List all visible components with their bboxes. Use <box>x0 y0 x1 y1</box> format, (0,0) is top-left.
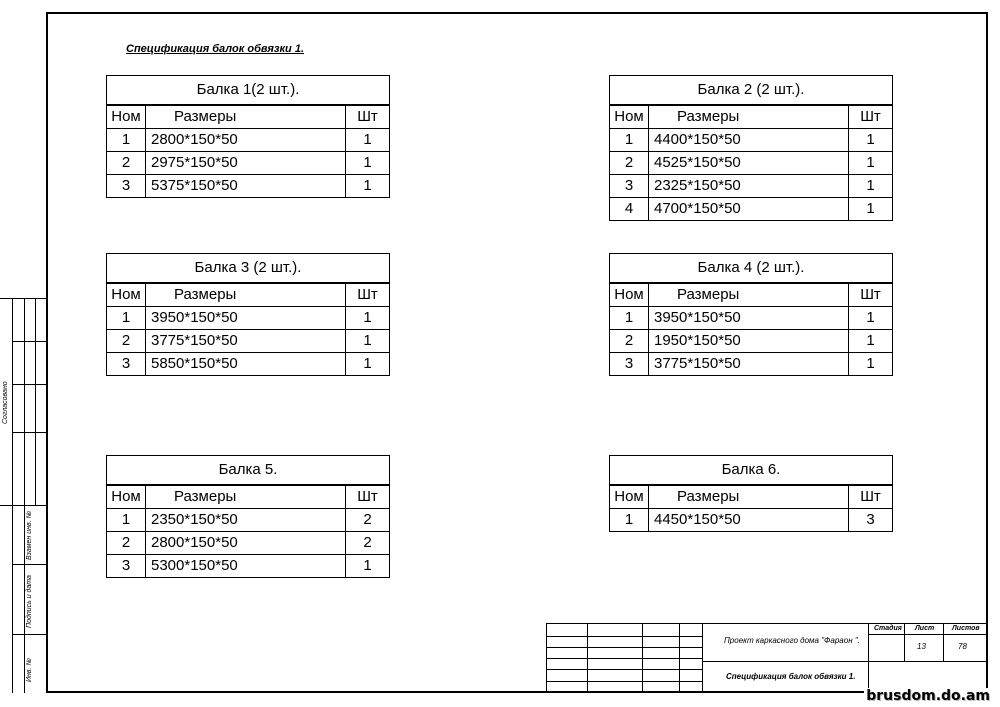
beam-spec-table <box>609 455 893 532</box>
row-number: 3 <box>107 175 146 198</box>
header-num: Ном <box>610 283 649 307</box>
row-size: 2975*150*50 <box>146 152 346 175</box>
table-row <box>107 532 390 555</box>
row-size: 2800*150*50 <box>146 129 346 152</box>
row-number: 2 <box>107 330 146 353</box>
row-number: 1 <box>610 307 649 330</box>
row-size: 5375*150*50 <box>146 175 346 198</box>
title-block <box>546 623 988 693</box>
row-number: 2 <box>610 330 649 353</box>
signature-date-label: Подпись и дата <box>26 575 33 628</box>
table-title: Балка 3 (2 шт.). <box>107 254 390 284</box>
row-size: 2350*150*50 <box>146 509 346 532</box>
row-quantity: 1 <box>346 307 390 330</box>
sheet-label: Лист <box>915 625 935 632</box>
row-size: 4400*150*50 <box>649 129 849 152</box>
table-title: Балка 5. <box>107 456 390 486</box>
row-quantity: 1 <box>849 330 893 353</box>
header-size: Размеры <box>146 485 346 509</box>
row-size: 5850*150*50 <box>146 353 346 376</box>
row-size: 3775*150*50 <box>649 353 849 376</box>
header-qty: Шт <box>849 105 893 129</box>
row-quantity: 1 <box>849 353 893 376</box>
table-row <box>610 509 893 532</box>
header-qty: Шт <box>346 485 390 509</box>
table-header-row <box>107 105 390 129</box>
row-quantity: 1 <box>346 555 390 578</box>
row-quantity: 3 <box>849 509 893 532</box>
row-size: 4700*150*50 <box>649 198 849 221</box>
row-number: 1 <box>107 307 146 330</box>
sheets-label: Листов <box>952 625 980 632</box>
sheet-number: 13 <box>917 642 926 651</box>
header-size: Размеры <box>649 283 849 307</box>
beam-spec-table <box>609 253 893 376</box>
beam-spec-table <box>609 75 893 221</box>
row-size: 4450*150*50 <box>649 509 849 532</box>
header-qty: Шт <box>849 485 893 509</box>
row-quantity: 1 <box>346 129 390 152</box>
row-number: 1 <box>107 129 146 152</box>
replaced-inv-label: Взамен инв. № <box>26 510 33 560</box>
table-row <box>107 353 390 376</box>
table-header-row <box>610 283 893 307</box>
header-num: Ном <box>107 105 146 129</box>
header-size: Размеры <box>649 485 849 509</box>
table-row <box>610 353 893 376</box>
row-number: 3 <box>610 353 649 376</box>
sheets-count: 78 <box>958 642 967 651</box>
left-margin-stamp <box>0 298 46 693</box>
header-qty: Шт <box>346 283 390 307</box>
row-quantity: 1 <box>849 129 893 152</box>
beam-spec-table <box>106 455 390 578</box>
table-row <box>610 198 893 221</box>
row-size: 4525*150*50 <box>649 152 849 175</box>
page-heading: Спецификация балок обвязки 1. <box>126 43 304 55</box>
table-row <box>107 175 390 198</box>
row-quantity: 1 <box>849 307 893 330</box>
table-row <box>107 307 390 330</box>
row-size: 2325*150*50 <box>649 175 849 198</box>
agreed-label: Согласовано <box>2 381 9 424</box>
header-qty: Шт <box>849 283 893 307</box>
row-quantity: 1 <box>346 330 390 353</box>
row-quantity: 1 <box>346 353 390 376</box>
table-row <box>610 175 893 198</box>
row-number: 3 <box>107 555 146 578</box>
header-qty: Шт <box>346 105 390 129</box>
row-quantity: 2 <box>346 532 390 555</box>
table-title: Балка 6. <box>610 456 893 486</box>
header-size: Размеры <box>649 105 849 129</box>
inv-no-label: Инв. № <box>26 658 33 682</box>
row-quantity: 1 <box>849 198 893 221</box>
header-num: Ном <box>610 485 649 509</box>
row-size: 1950*150*50 <box>649 330 849 353</box>
table-title: Балка 4 (2 шт.). <box>610 254 893 284</box>
header-num: Ном <box>107 485 146 509</box>
row-number: 2 <box>610 152 649 175</box>
row-number: 3 <box>610 175 649 198</box>
row-size: 3950*150*50 <box>649 307 849 330</box>
row-size: 3775*150*50 <box>146 330 346 353</box>
row-number: 2 <box>107 532 146 555</box>
row-number: 1 <box>610 129 649 152</box>
table-row <box>610 129 893 152</box>
table-row <box>107 509 390 532</box>
row-size: 2800*150*50 <box>146 532 346 555</box>
row-size: 5300*150*50 <box>146 555 346 578</box>
table-row <box>610 330 893 353</box>
header-num: Ном <box>610 105 649 129</box>
row-number: 2 <box>107 152 146 175</box>
table-header-row <box>107 283 390 307</box>
row-number: 1 <box>610 509 649 532</box>
header-size: Размеры <box>146 105 346 129</box>
row-quantity: 1 <box>346 152 390 175</box>
table-header-row <box>107 485 390 509</box>
row-quantity: 2 <box>346 509 390 532</box>
beam-spec-table <box>106 75 390 198</box>
header-num: Ном <box>107 283 146 307</box>
row-quantity: 1 <box>849 152 893 175</box>
stage-label: Стадия <box>874 625 902 632</box>
sheet-title: Спецификация балок обвязки 1. <box>726 672 856 681</box>
table-row <box>107 555 390 578</box>
row-number: 4 <box>610 198 649 221</box>
watermark: brusdom.do.am <box>866 688 990 704</box>
table-header-row <box>610 105 893 129</box>
header-size: Размеры <box>146 283 346 307</box>
row-quantity: 1 <box>346 175 390 198</box>
beam-spec-table <box>106 253 390 376</box>
table-header-row <box>610 485 893 509</box>
table-row <box>107 330 390 353</box>
row-number: 1 <box>107 509 146 532</box>
row-quantity: 1 <box>849 175 893 198</box>
table-title: Балка 1(2 шт.). <box>107 76 390 106</box>
table-title: Балка 2 (2 шт.). <box>610 76 893 106</box>
table-row <box>610 152 893 175</box>
table-row <box>107 129 390 152</box>
row-number: 3 <box>107 353 146 376</box>
table-row <box>610 307 893 330</box>
row-size: 3950*150*50 <box>146 307 346 330</box>
project-name: Проект каркасного дома "Фараон ". <box>724 636 860 645</box>
table-row <box>107 152 390 175</box>
